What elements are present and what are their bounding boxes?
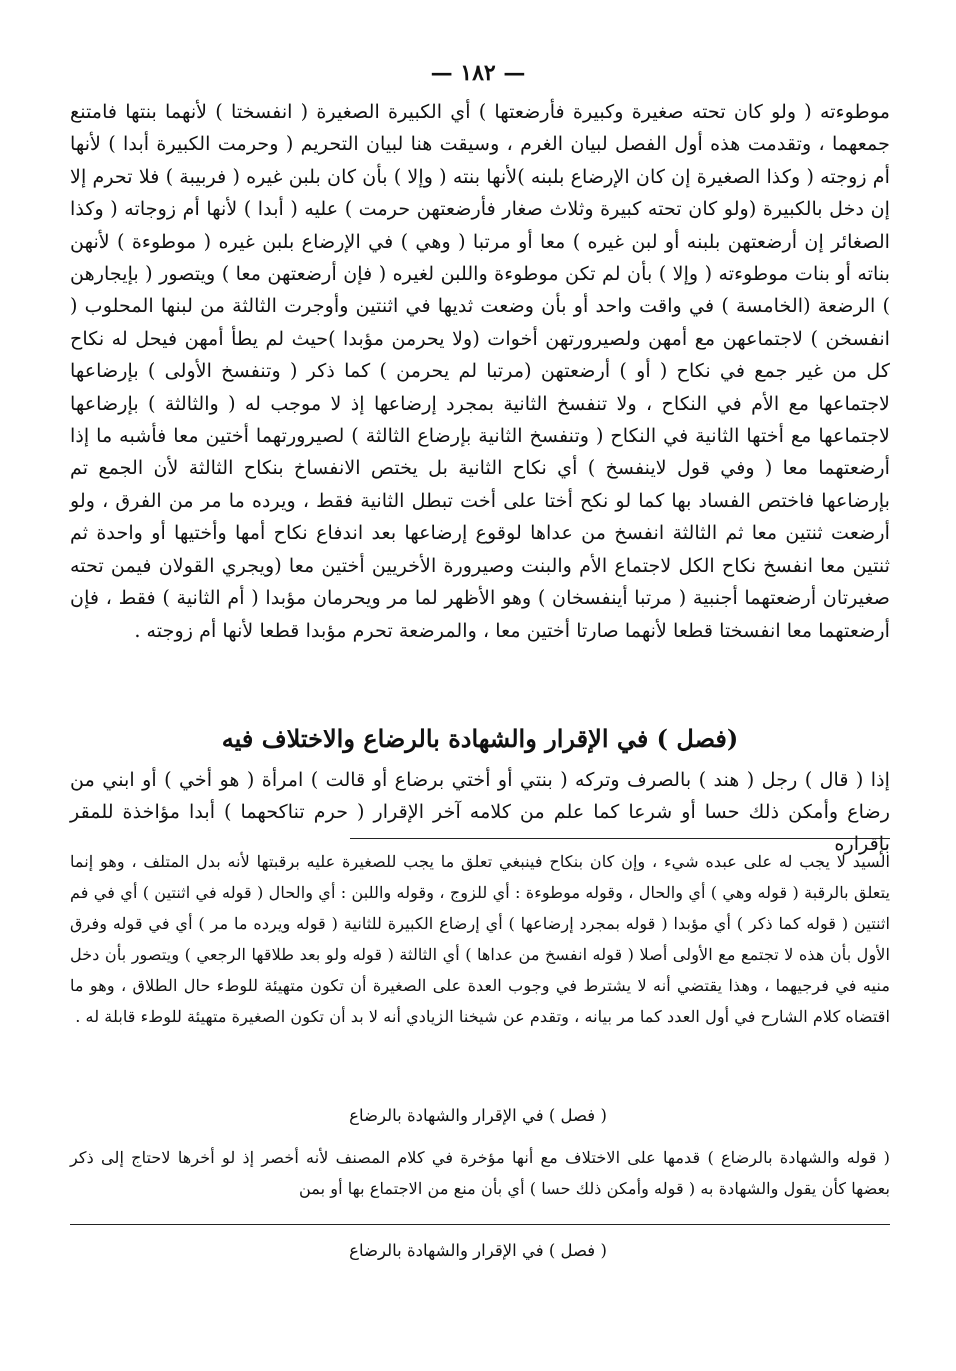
main-text-block bbox=[70, 96, 890, 647]
commentary-paragraph-2: ( قوله والشهادة بالرضاع ) قدمها على الاختلاف مع أنها مؤخرة في كلام المصنف لأنه أخصر إذ لو أخرها لاحتاج إلى ذكر بعضها كأن يقول والشهادة به ( قوله وأمكن ذلك حسا ) أي بأن منع من الاجتماع بها أو بمن bbox=[70, 1148, 890, 1198]
bottom-divider bbox=[70, 1224, 890, 1225]
main-paragraph: موطوءته ( ولو كان تحته صغيرة وكبيرة فأرضعتها ) أي الكبيرة الصغيرة ( انفسختا ) لأنهما بنتها فامتنع جمعهما ، وتقدمت هذه أول الفصل لبيان الغرم ، وسيقت هنا لبيان التحريم ( وحرمت الكبيرة أبدا ) لأنها أم زوجته ( وكذا الصغيرة إن كان الإرضاع بلبنه )لأنها بنته ( وإلا ) بأن كان بلبن غيره ( فربيبة ) فلا تحرم إلا إن دخل بالكبيرة (ولو كان تحته كبيرة وثلاث صغار فأرضعتهن حرمت ) عليه ( أبدا ) لأنها أم زوجاته ( وكذا الصغائر إن أرضعتهن بلبنه أو لبن غيره ) معا أو مرتبا ( وهي ) في الإرضاع بلبن غيره ( موطوءة ) لأنهن بناته أو بنات موطوءته ( وإلا ) بأن لم تكن موطوءة واللبن لغيره ( فإن أرضعتهن معا ) ويتصور ( بإيجارهن ) الرضعة (الخامسة ) في واقت واحد أو بأن وضعت ثديها في اثنتين وأوجرت الثالثة من لبنها المحلوب ( انفسخن ) لاجتماعهن مع أمهن ولصيرورتهن أخوات (ولا يحرمن مؤبدا )حيث لم يطأ أمهن فيحل له نكاح كل من غير جمع في نكاح ( أو ) أرضعتهن (مرتبا لم يحرمن ) كما ذكر ( وتنفسخ الأولى ) بإرضاعها لاجتماعها مع الأم في النكاح ، ولا تنفسخ الثانية بمجرد إرضاعها إذ لا موجب له ( والثالثة ) بإرضاعها لاجتماعها مع أختها الثانية في النكاح ( وتنفسخ الثانية بإرضاع الثالثة ) لصيرورتهما أختين معا فأشبه ما إذا أرضعتهما معا ( وفي قول لاينفسخ ) أي نكاح الثانية بل يختص الانفساخ بنكاح الثالثة لأن الجمع تم بإرضاعها فاختص الفساد بها كما لو نكح أختا على أخت تبطل الثانية فقط ، ويرده ما مر من الفرق ، ولو أرضعت ثنتين معا ثم الثالثة انفسخ من عداها لوقوع إرضاعها بعد اندفاع نكاح أمها وأختيها أو واحدة ثم ثنتين معا انفسخ نكاح الكل لاجتماع الأم والبنت وصيرورة الأخريين أختين معا (ويجري القولان فيمن تحته صغيرتان أرضعتهما أجنبية ( مرتبا أينفسخان ) وهو الأظهر لما مر ويحرمان مؤبدا ( أم الثانية ) فقط ، فإن أرضعتهما معا انفسختا قطعا لأنهما صارتا أختين معا ، والمرضعة تحرم مؤبدا قطعا لأنها أم زوجته . bbox=[70, 100, 890, 642]
commentary-block bbox=[70, 846, 890, 1032]
commentary-paragraph: السيد لا يجب له على عبده شيء ، وإن كان بنكاح فينبغي تعلق ما يجب للصغيرة عليه برقبتها لأنه بدل المتلف ، وهو إنما يتعلق بالرقبة ( قوله وهي ) أي والحال ، وقوله موطوءة : أي للزوج ، وقوله واللبن : أي والحال ( قوله في اثنتين ) أي في فم اثنتين ( قوله كما ذكر ) أي مؤبدا ( قوله بمجرد إرضاعها ) أي إرضاع الكبيرة للثانية ( قوله ويرده ما مر ) أي في قوله وفرق الأول بأن هذه لا تجتمع مع الأولى أصلا ( قوله انفسخ من عداها ) أي الثالثة ( قوله ولو بعد طلاقها الرجعي ) ويتصور بأن دخل منيه في فرجيهما ، وهذا يقتضي أنه لا يشترط في وجوب العدة على الصغيرة أن تكون متهيئة للوطء حال الطلاق ، وهو ما اقتضاه كلام الشارح في أول العدد كما مر بيانه ، وتقدم عن شيخنا الزيادي أنه لا بد أن تكون الصغيرة متهيئة للوطء قابلة له . bbox=[70, 852, 890, 1026]
commentary-subheading: ( فصل ) في الإقرار والشهادة بالرضاع bbox=[349, 1106, 607, 1125]
section-paragraph: إذا ( قال ) رجل ( هند ) بالصرف وتركه ( بنتي أو أختي برضاع أو قالت ) امرأة ( هو أخي ) أو ابني من رضاع وأمكن ذلك حسا أو شرعا كما علم من كلامه آخر الإقرار ( حرم تناكحهما ) أبدا مؤاخذة للمقر بإقراره bbox=[70, 768, 890, 855]
footer-header: ( فصل ) في الإقرار والشهادة بالرضاع bbox=[349, 1241, 607, 1260]
section-heading: (فصل ) في الإقرار والشهادة بالرضاع والاختلاف فيه bbox=[221, 724, 739, 753]
page-number: — ١٨٢ — bbox=[430, 60, 526, 86]
commentary-block-2 bbox=[70, 1142, 890, 1204]
footnote-divider bbox=[350, 838, 890, 839]
